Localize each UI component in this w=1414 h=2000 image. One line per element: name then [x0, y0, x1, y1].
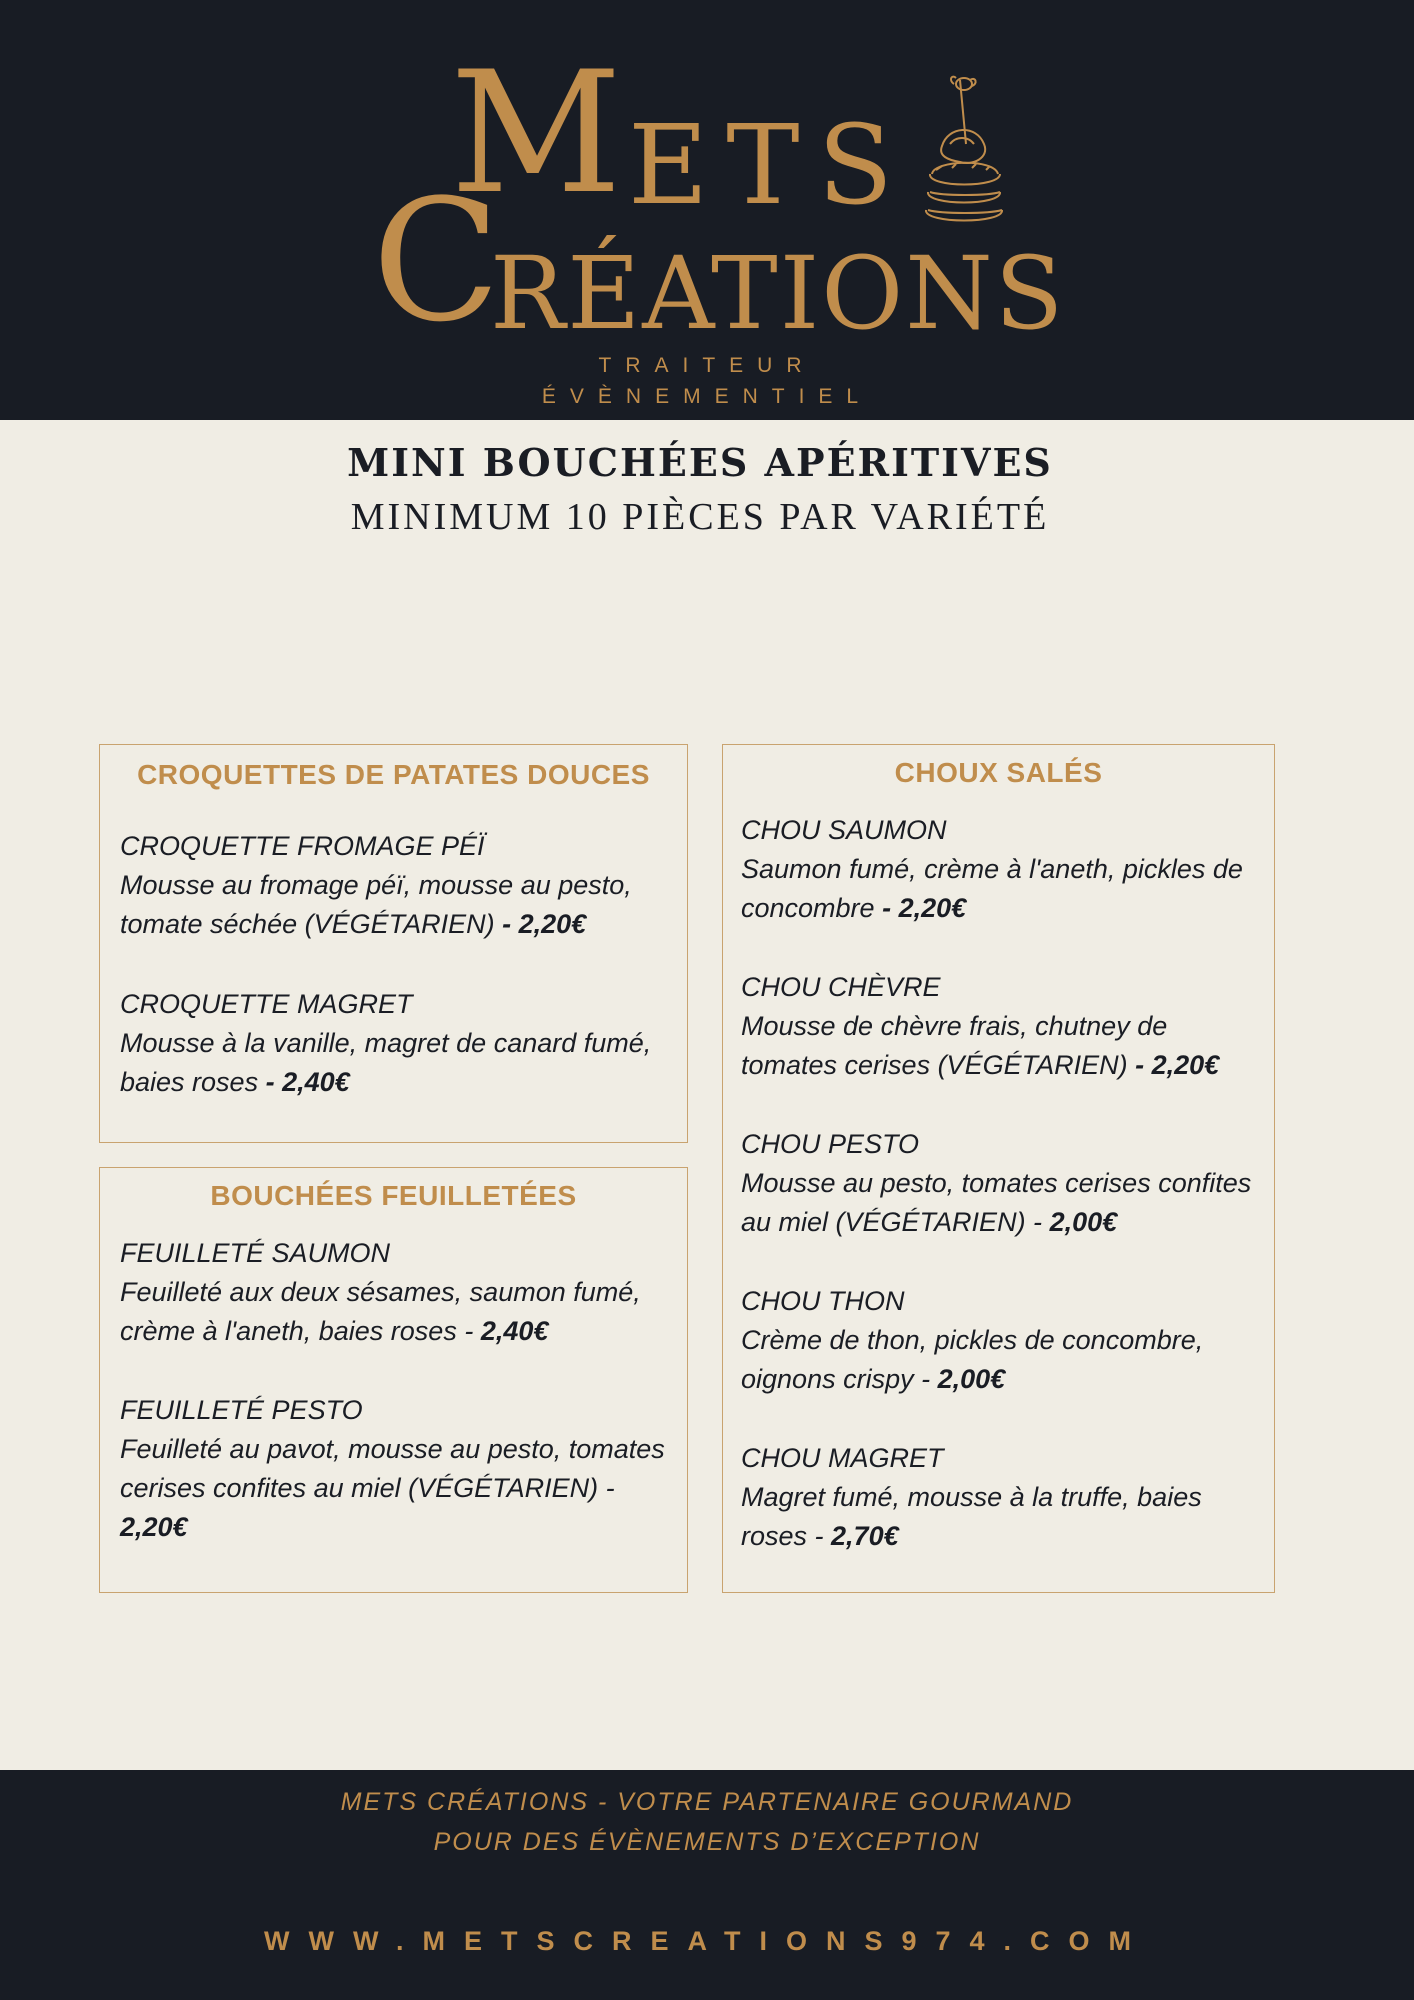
item-description: Mousse au fromage péï, mousse au pesto, tomate séchée (VÉGÉTARIEN): [120, 870, 632, 939]
item-name: CHOU CHÈVRE: [741, 972, 941, 1002]
item-name: FEUILLETÉ PESTO: [120, 1395, 363, 1425]
item-description: Mousse à la vanille, magret de canard fumé, baies roses: [120, 1028, 652, 1097]
item-name: CROQUETTE FROMAGE PÉÏ: [120, 831, 485, 861]
item-price: 2,00€: [1049, 1207, 1118, 1237]
item-price: 2,00€: [937, 1364, 1006, 1394]
section-title: BOUCHÉES FEUILLETÉES: [210, 1180, 577, 1211]
item-name: CROQUETTE MAGRET: [120, 989, 413, 1019]
footer-slogan-line2: POUR DES ÉVÈNEMENTS D’EXCEPTION: [433, 1828, 981, 1856]
menu-item: [741, 1439, 1260, 1556]
menu-item: [120, 1391, 673, 1547]
section-croquettes: [99, 744, 688, 1143]
logo-initial-c: C: [372, 163, 501, 359]
section-feuilletees: [99, 1167, 688, 1593]
item-name: FEUILLETÉ SAUMON: [120, 1238, 391, 1268]
item-price: - 2,20€: [1135, 1050, 1220, 1080]
page-subtitle: MINIMUM 10 PIÈCES PAR VARIÉTÉ: [350, 496, 1050, 538]
item-description: Crème de thon, pickles de concombre, oignons crispy -: [741, 1325, 1204, 1394]
menu-item: [741, 1125, 1260, 1242]
menu-item: [741, 811, 1260, 928]
menu-item: [120, 985, 673, 1102]
section-choux: [722, 744, 1275, 1593]
item-price: - 2,20€: [882, 893, 967, 923]
website-link[interactable]: WWW.METSCREATIONS974.COM: [263, 1926, 1150, 1956]
item-description: Magret fumé, mousse à la truffe, baies roses -: [741, 1482, 1202, 1551]
page-title: MINI BOUCHÉES APÉRITIVES: [347, 440, 1053, 485]
menu-item: [741, 968, 1260, 1085]
item-price: 2,40€: [480, 1316, 549, 1346]
brand-logo: [0, 0, 1414, 420]
logo-text-reations: RÉATIONS: [490, 235, 1066, 352]
item-description: Feuilleté au pavot, mousse au pesto, tomates cerises confites au miel (VÉGÉTARIEN) -: [120, 1434, 665, 1503]
item-price: 2,20€: [120, 1512, 188, 1542]
tagline-evenementiel: ÉVÈNEMENTIEL: [541, 385, 873, 408]
item-name: CHOU MAGRET: [741, 1443, 944, 1473]
menu-item: [120, 827, 673, 944]
item-price: 2,70€: [831, 1521, 899, 1551]
footer-slogan-line1: METS CRÉATIONS - VOTRE PARTENAIRE GOURMAND: [340, 1788, 1074, 1816]
item-name: CHOU SAUMON: [741, 815, 947, 845]
item-price: - 2,20€: [502, 909, 587, 939]
menu-item: [120, 1234, 673, 1351]
item-description: Mousse au pesto, tomates cerises confites au miel (VÉGÉTARIEN) -: [741, 1168, 1252, 1237]
item-description: Saumon fumé, crème à l'aneth, pickles de concombre: [741, 854, 1243, 923]
item-name: CHOU PESTO: [741, 1129, 920, 1159]
logo-text-ets: ETS: [628, 101, 912, 229]
canape-bite-on-skewer-icon: [912, 74, 1012, 234]
item-description: Mousse de chèvre frais, chutney de tomates cerises (VÉGÉTARIEN): [741, 1011, 1168, 1080]
item-price: - 2,40€: [265, 1067, 350, 1097]
item-description: Feuilleté aux deux sésames, saumon fumé, crème à l'aneth, baies roses -: [120, 1277, 641, 1346]
menu-item: [741, 1282, 1260, 1399]
tagline-traiteur: TRAITEUR: [598, 354, 816, 377]
section-title: CHOUX SALÉS: [894, 757, 1103, 788]
logo-initial-m: M: [450, 35, 625, 231]
section-title: CROQUETTES DE PATATES DOUCES: [137, 759, 650, 790]
item-name: CHOU THON: [741, 1286, 905, 1316]
